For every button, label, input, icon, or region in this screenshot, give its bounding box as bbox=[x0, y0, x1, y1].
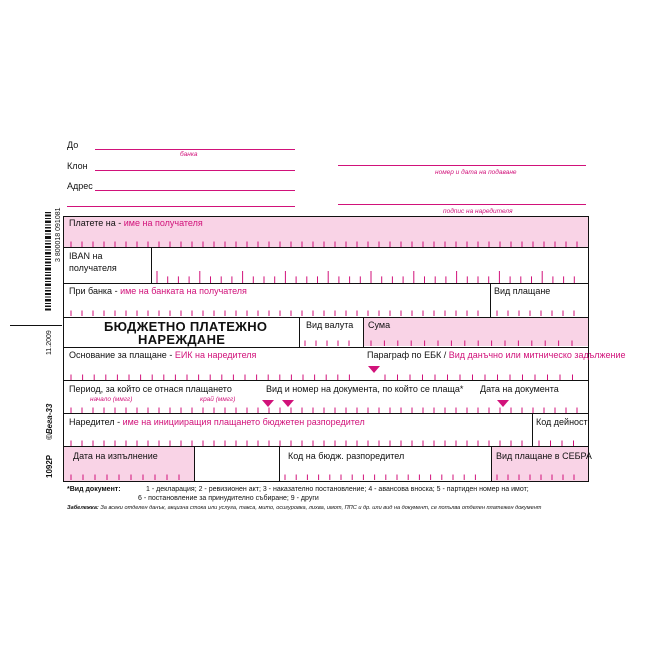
payment-type-label: Вид плащане bbox=[494, 286, 551, 296]
bank-ticks bbox=[70, 306, 486, 316]
doc-kind-label: *Вид документ: bbox=[67, 486, 121, 493]
exec-date-label: Дата на изпълнение bbox=[73, 451, 158, 461]
row-divider-4 bbox=[63, 347, 589, 348]
payee-ticks bbox=[70, 237, 584, 247]
publisher: ©Вега-33 bbox=[45, 403, 54, 440]
barcode-number: 3 800018 091081 bbox=[55, 207, 62, 262]
branch-line[interactable] bbox=[95, 170, 295, 171]
paragraph-ticks[interactable] bbox=[384, 370, 584, 380]
payee-label: Платете на - bbox=[69, 218, 124, 228]
fold-mark bbox=[10, 325, 62, 326]
budget-code-divider bbox=[279, 446, 280, 482]
period-end: край (ммгг) bbox=[200, 396, 236, 403]
note-text: За всеки отделен данък, акцизна стока или услуга, такса, мито, осигуровка, лихва, имот, ППС и др. или вид на документ, се попълва отделен платежен документ bbox=[100, 505, 542, 511]
to-label: До bbox=[67, 140, 79, 150]
date-code: 11.2009 bbox=[46, 330, 53, 355]
note-label: Забележка: bbox=[67, 505, 99, 511]
sebra-ticks[interactable] bbox=[496, 470, 584, 480]
payee-label-wrap bbox=[69, 218, 203, 229]
sebra-label: Вид плащане в СЕБРА bbox=[496, 451, 592, 461]
row-divider-6 bbox=[63, 413, 589, 414]
paragraph-label-wrap bbox=[367, 350, 626, 361]
currency-ticks[interactable] bbox=[304, 336, 360, 346]
bank-label-wrap bbox=[69, 286, 247, 297]
amount-label: Сума bbox=[368, 320, 391, 330]
row-divider-5 bbox=[63, 380, 589, 381]
code-divider bbox=[532, 413, 533, 446]
sebra-divider bbox=[491, 446, 492, 482]
signature-line[interactable] bbox=[338, 204, 586, 205]
paragraph-label: Параграф по ЕБК / bbox=[367, 350, 449, 360]
basis-hint: ЕИК на наредителя bbox=[174, 350, 257, 360]
period-ticks[interactable] bbox=[70, 403, 584, 413]
row-divider-1 bbox=[63, 247, 589, 248]
payment-type-divider bbox=[490, 283, 491, 317]
address-line[interactable] bbox=[95, 190, 295, 191]
row-divider-3 bbox=[63, 317, 589, 318]
payer-label: Наредител - bbox=[69, 417, 123, 427]
period-label: Период, за който се отнася плащането bbox=[69, 384, 232, 394]
iban-divider bbox=[151, 247, 152, 283]
form-title-1: БЮДЖЕТНО ПЛАТЕЖНО bbox=[104, 319, 268, 334]
iban-label-2: получателя bbox=[69, 263, 117, 273]
amount-ticks[interactable] bbox=[370, 336, 584, 346]
payee-hint: име на получателя bbox=[123, 218, 203, 228]
doc-date-label: Дата на документа bbox=[480, 384, 559, 394]
basis-label-wrap bbox=[69, 350, 256, 361]
form-code: 1092Р bbox=[45, 454, 54, 478]
code-ticks[interactable] bbox=[538, 436, 584, 446]
basis-ticks[interactable] bbox=[70, 370, 350, 380]
form-title-2: НАРЕЖДАНЕ bbox=[138, 332, 226, 347]
payer-label-wrap bbox=[69, 417, 365, 428]
exec-date-ticks[interactable] bbox=[70, 470, 190, 480]
exec-date-divider bbox=[194, 446, 195, 482]
payer-hint: име на иницииращия плащането бюджетен разпоредител bbox=[122, 417, 365, 427]
period-start: начало (ммгг) bbox=[90, 396, 133, 403]
budget-code-ticks[interactable] bbox=[284, 470, 486, 480]
basis-label: Основание за плащане - bbox=[69, 350, 175, 360]
to-line[interactable] bbox=[95, 149, 295, 150]
iban-label-1: IBAN на bbox=[69, 251, 103, 261]
row-divider-7 bbox=[63, 446, 589, 447]
address-line-2[interactable] bbox=[67, 206, 295, 207]
number-date-line[interactable] bbox=[338, 165, 586, 166]
payer-ticks[interactable] bbox=[70, 436, 528, 446]
branch-label: Клон bbox=[67, 161, 88, 171]
number-date-caption: номер и дата на подаване bbox=[435, 169, 517, 176]
budget-code-label: Код на бюдж. разпоредител bbox=[288, 451, 405, 461]
doc-kind-line1: 1 - декларация; 2 - ревизионен акт; 3 - наказателно постановление; 4 - авансова вноска; 5 - партиден номер на имот; bbox=[146, 486, 529, 493]
code-label: Код дейност bbox=[536, 417, 588, 427]
doc-type-label: Вид и номер на документа, по който се плаща* bbox=[266, 384, 464, 394]
note-wrap bbox=[67, 504, 541, 512]
iban-ticks[interactable] bbox=[156, 271, 584, 283]
currency-divider-right bbox=[363, 317, 364, 347]
address-label: Адрес bbox=[67, 181, 93, 191]
currency-divider-left bbox=[299, 317, 300, 347]
bank-caption: банка bbox=[180, 151, 198, 158]
doc-kind-line2: 6 - постановление за принудително събиране; 9 - други bbox=[138, 495, 319, 502]
paragraph-marker bbox=[368, 361, 380, 379]
payment-type-ticks[interactable] bbox=[496, 306, 584, 316]
row-divider-2 bbox=[63, 283, 589, 284]
paragraph-hint: Вид данъчно или митническо задължение bbox=[448, 350, 626, 360]
bank-hint: име на банката на получателя bbox=[120, 286, 247, 296]
signature-caption: подпис на наредителя bbox=[443, 208, 513, 215]
currency-label: Вид валута bbox=[306, 320, 354, 330]
bank-label: При банка - bbox=[69, 286, 121, 296]
